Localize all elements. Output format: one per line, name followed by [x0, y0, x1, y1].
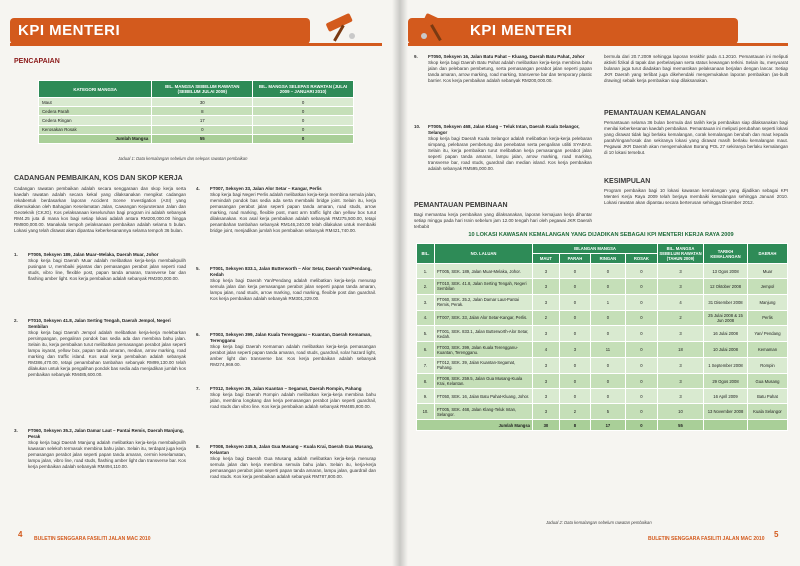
table-cell: 8: [559, 420, 590, 431]
table-cell: 0: [559, 389, 590, 404]
table-cell: 4: [658, 294, 704, 310]
table-cell: Batu Pahat: [748, 389, 788, 404]
table2-header: BILANGAN MANGSA: [533, 244, 658, 254]
table-cell: 0: [625, 294, 657, 310]
table-cell: 0: [625, 310, 657, 326]
table-cell: 0: [591, 264, 626, 279]
table-cell: 17: [152, 116, 253, 125]
table1-header: BIL. MANGSA SEBELUM RAWATAN (SEBELUM JULAI 2009): [152, 81, 253, 98]
table-cell: 0: [591, 279, 626, 295]
table-cell: Jumlah Mangsa: [39, 134, 152, 143]
table-cell: 8.: [417, 373, 435, 389]
header-title: KPI MENTERI: [18, 22, 121, 39]
item-text: Skop kerja bagi Daerah Manjung adalah melibatkan kerja-kerja membaikpulih kawasan selekoh termasuk membina bahu jalan. Selain itu, terdapat juga kerja pemasangan perabot jalan seperti papan tanda amaran, cermin keselamatan, lampu jalan, vibro line, road studs, flashing amber light dan transverse bar. Kos kerja pembaikan adalah sebanyak RM494,110.00.: [28, 440, 186, 470]
table1-header: KATEGORI MANGSA: [39, 81, 152, 98]
table-cell: 0: [253, 134, 354, 143]
header-title: KPI MENTERI: [470, 22, 573, 39]
section-title-pencapaian: PENCAPAIAN: [14, 58, 60, 65]
table-row: [39, 125, 354, 134]
list-item: [196, 186, 376, 234]
item-number: 8.: [196, 444, 200, 449]
table-cell: 0: [559, 264, 590, 279]
table-cell: 3: [533, 404, 560, 420]
table-cell: 0: [625, 326, 657, 342]
table-row: [417, 279, 788, 295]
table-cell: 5.: [417, 326, 435, 342]
item-title: FT005, Seksyen 189, Jalan Muar–Melaka, Daerah Muar, Johor: [28, 252, 159, 257]
item-text: Skop kerja bagi Negeri Perlis adalah melibatkan kerja-kerja membina semula jalan, memindah pondok bas sedia ada serta membaiki bridge joint. Selain itu, kerja pemasangan perabot jalan seperti papan tanda amaran, road studs, arrow marking, road marking, flexible post, mast arm traffic light dan yellow box turut dilaksanakan. Kos asal kerja pembaikan adalah sebanyak RM275,500.00, tetapi penambahan tambahan sebanyak RM146,240.00 telah dilakukan untuk membaiki bridge joint, menjadikan jumlah kos pembaikan sebanyak RM421,740.00.: [210, 192, 376, 234]
list-item: [14, 428, 186, 470]
table-cell: 16 Julai 2008: [704, 326, 748, 342]
list-item: [196, 386, 376, 410]
table2-header: BIL.: [417, 244, 435, 264]
intro-paragraph: Cadangan rawatan pembaikan adalah secara senggaraan dan skop kerja serta kaedah rawatan adalah secara kekal yang dilaksanakan mengikut cadangan rekabentuk berdasarkan laporan Accident Scene Investigation (ASI) yang dikemukakan oleh Bahagian Keselamatan Jalan, Cawangan Kejuruteraan Jalan dan Geoteknik (CKJG). Kos pelaksanaan keseluruhan bagi program ini adalah sebanyak RM4.25 juta di mana kos bagi setiap lokasi adalah antara RM200,000.00 hingga RM800,000.00. Manakala tempoh pelaksanaan pembaikan adalah selama 5 bulan. Lokasi yang telah dirawat akan dipantau keberkesanannya selama tempoh 36 bulan.: [14, 186, 186, 234]
table-cell: 0: [625, 420, 657, 431]
table-cell: Perlis: [748, 310, 788, 326]
table-row: [417, 373, 788, 389]
table-cell: FT005, SEK. 468, Jalan Klang-Teluk Intan, Selangor.: [435, 404, 533, 420]
table-cell: 18: [658, 342, 704, 358]
item-text: Skop kerja bagi Daerah Kemaman adalah melibatkan kerja-kerja pemasangan perabot jalan seperti papan tanda amaran, road studs, guardrail, solar hazard light, amber light dan transverse bar. Kos kerja pembaikan adalah sebanyak RM274,969.00.: [210, 344, 376, 368]
item-title: FT003, Seksyen 399, Jalan Kuala Terengganu – Kuantan, Daerah Kemaman, Terengganu: [210, 332, 372, 344]
table-cell: Cedera Ringan: [39, 116, 152, 125]
table-cell: 3: [533, 357, 560, 373]
table-row: [39, 98, 354, 107]
table-cell: 6.: [417, 342, 435, 358]
table1-header: BIL. MANGSA SELEPAS RAWATAN (JULAI 2009 – JANUARI 2010): [253, 81, 354, 98]
table-row: [39, 107, 354, 116]
list-item: [196, 444, 376, 480]
table2-header: TARIKH KEMALANGAN: [704, 244, 748, 264]
table2-subheader: ROSAK: [625, 254, 657, 264]
table-cell: 0: [559, 373, 590, 389]
table-row: [417, 310, 788, 326]
table2-subheader: MAUT: [533, 254, 560, 264]
table-row: [417, 389, 788, 404]
table-cell: 11: [591, 342, 626, 358]
item-text: Skop kerja bagi Daerah Kuala Selangor adalah melibatkan kerja-kerja pelebaran simpang, pelebaran pembetung dan penebatan serta pengaliran utiliti SYABAS. Selain itu, kerja pembaikan turut melibatkan kerja pemasangan perabot jalan seperti papan tanda amaran, lampu jalan, arrow marking, road marking, transverse bar, road studs, guardrail dan median island. Kos kerja pembaikan adalah sebanyak RM595,000.00.: [428, 136, 592, 172]
table-cell: 13 Ogos 2008: [704, 264, 748, 279]
list-item: [196, 266, 376, 302]
item-number: 2.: [14, 318, 18, 323]
table-cell: FT008, SEK. 259.5, Jalan Gua Musang-Kuala Krai, Kelantan.: [435, 373, 533, 389]
table-cell: 0: [591, 373, 626, 389]
section-title-pemantauan-kemalangan: PEMANTAUAN KEMALANGAN: [604, 110, 706, 117]
table-cell: 8: [152, 107, 253, 116]
table-cell: 30: [152, 98, 253, 107]
table-cell: 0: [253, 116, 354, 125]
table2-header: NO. LALUAN: [435, 244, 533, 264]
table2-title: 10 LOKASI KAWASAN KEMALANGAN YANG DIJADIKAN SEBAGAI KPI MENTERI KERJA RAYA 2009: [468, 232, 734, 238]
table-kpi-locations: [416, 243, 788, 431]
table-cell: FT003, SEK. 399, Jalan Kuala Terengganu-Kuantan, Terengganu.: [435, 342, 533, 358]
item-number: 1.: [14, 252, 18, 257]
gavel-icon: [318, 4, 364, 44]
table-cell: 3: [559, 342, 590, 358]
table-cell: 2: [559, 404, 590, 420]
item-title: FT010, Seksyen 41.8, Jalan Serting Tengah, Daerah Jempol, Negeri Sembilan: [28, 318, 171, 330]
item-title: FT001, Seksyen 833.1, Jalan Butterworth – Alor Setar, Daerah Yan/Pendang, Kedah: [210, 266, 372, 278]
table-cell: 1 September 2008: [704, 357, 748, 373]
table-cell: 3: [658, 389, 704, 404]
table-cell: 0: [559, 357, 590, 373]
table-cell: FT005, SEK. 189, Jalan Muar-Melaka, Johor.: [435, 264, 533, 279]
table-row: [417, 404, 788, 420]
table-cell: 3: [658, 357, 704, 373]
table-cell: 0: [625, 404, 657, 420]
table-cell: 3: [533, 389, 560, 404]
table-cell: 55: [658, 420, 704, 431]
table-row: [417, 294, 788, 310]
table-row: [417, 326, 788, 342]
table-cell: 55: [152, 134, 253, 143]
item-number: 9.: [414, 54, 418, 59]
table-cell: 4: [533, 342, 560, 358]
table-cell: 0: [559, 294, 590, 310]
table-cell: 2: [658, 310, 704, 326]
table-cell: 0: [559, 326, 590, 342]
table-cell: 2: [533, 310, 560, 326]
table-cell: 0: [625, 389, 657, 404]
header-bar: [10, 18, 310, 44]
table-cell: 25 Julai 2008 & 15 Jun 2008: [704, 310, 748, 326]
table-cell: 31 Disember 2008: [704, 294, 748, 310]
item-title: FT007, Seksyen 33, Jalan Alor Setar – Kangar, Perlis: [210, 186, 322, 191]
list-item: [196, 332, 376, 368]
table-cell: 0: [625, 357, 657, 373]
table-cell: FT001, SEK. 833.1, Jalan Butterworth-Alor Setar, Kedah.: [435, 326, 533, 342]
table-cell: 2.: [417, 279, 435, 295]
table-cell: Rompin: [748, 357, 788, 373]
table-cell: 3.: [417, 294, 435, 310]
item-text: Skop kerja bagi Daerah Batu Pahat adalah melibatkan kerja-kerja membina bahu jalan dan pelebaran pembetung, serta pemasangan perabot jalan seperti papan tanda amaran, arrow marking, road marking, transverse bar dan temporary plastic barrier. Kos kerja pembaikan adalah sebanyak RM200,000.00.: [428, 60, 592, 84]
table-cell: FT060, SEK. 35.2, Jalan Damar Laut-Pantai Remis, Perak.: [435, 294, 533, 310]
table-cell: 30: [533, 420, 560, 431]
table-cell: Jempol: [748, 279, 788, 295]
table-cell: Yan/ Pendang: [748, 326, 788, 342]
table-cell: 0: [253, 125, 354, 134]
table-total-row: [39, 134, 354, 143]
table-cell: 29 Ogos 2008: [704, 373, 748, 389]
table-cell: 3: [533, 294, 560, 310]
table-cell: 0: [625, 279, 657, 295]
item-title: FT012, Seksyen 39, Jalan Kuantan – Segamat, Daerah Rompin, Pahang: [210, 386, 362, 391]
table-cell: 3: [658, 373, 704, 389]
table-cell: 9.: [417, 389, 435, 404]
table-total-row: [417, 420, 788, 431]
table-cell: Kemaman: [748, 342, 788, 358]
table2-header: BIL. MANGSA SEBELUM RAWATAN (TAHUN 2009): [658, 244, 704, 264]
page-number: 4: [18, 530, 23, 539]
item-number: 3.: [14, 428, 18, 433]
item-number: 6.: [196, 332, 200, 337]
table-cell: 3: [658, 326, 704, 342]
table-cell: FT012, SEK. 39, Jalan Kuantan-Segamat, Pahang.: [435, 357, 533, 373]
table-cell: 4.: [417, 310, 435, 326]
table-cell: 0: [253, 98, 354, 107]
page-number: 5: [774, 530, 779, 539]
table-cell: FT007, SEK. 33, Jalan Alor Setar-Kangar, Perlis.: [435, 310, 533, 326]
paragraph: Bagi memantau kerja pembaikan yang dilaksanakan, laporan kemajuan kerja dihantar setiap minggu pada hari Isnin sebelum jam 12.00 tengah hari oleh pegawai JKR Daerah terbabit: [414, 212, 592, 230]
table-cell: 0: [625, 342, 657, 358]
section-title-pemantauan-pembinaan: PEMANTAUAN PEMBINAAN: [414, 202, 508, 209]
table-cell: 3: [658, 264, 704, 279]
table-row: [417, 264, 788, 279]
table-cell: 0: [253, 107, 354, 116]
list-item: [14, 318, 186, 378]
list-item: [14, 252, 186, 282]
table-cell: FT010, SEK. 41.8, Jalan Serting Tengah, Negeri Sembilan: [435, 279, 533, 295]
table-cell: 3: [533, 279, 560, 295]
table-cell: 3: [658, 279, 704, 295]
item-text: Skop kerja bagi Daerah Jempol adalah melibatkan kerja-kerja melebarkan persimpangan, pengaliran pondok bas sedia ada dan membina bahu jalan. Selain itu, kerja pembaikan turut melibatkan pemasangan perabot jalan seperti lampu isyarat, yellow box, papan tanda amaran, median, arrow marking, road marking dan traffic island. Kos asal kerja pembaikan adalah sebanyak RM386,470.00, tetapi penambahan tambahan sebanyak RM99,130.00 telah dilakukan untuk kerja pengalihan pondok bas sedia ada menjadikan jumlah kos pembaikan sebanyak RM485,600.00.: [28, 330, 186, 378]
item-number: 4.: [196, 186, 200, 191]
table-cell: Kerosakan Rosak: [39, 125, 152, 134]
table-row: [39, 116, 354, 125]
table-cell: Cedera Parah: [39, 107, 152, 116]
table-cell: 10.: [417, 404, 435, 420]
table-row: [417, 357, 788, 373]
section-title-kesimpulan: KESIMPULAN: [604, 178, 651, 185]
table-cell: 1: [591, 294, 626, 310]
item-title: FT060, Seksyen 35.2, Jalan Damar Laut – Pantai Remis, Daerah Manjung, Perak: [28, 428, 184, 440]
table-cell: 17: [591, 420, 626, 431]
section-title-cadangan: CADANGAN PEMBAIKAN, KOS DAN SKOP KERJA: [14, 175, 183, 182]
list-item: [414, 124, 592, 172]
table2-subheader: RINGAN: [591, 254, 626, 264]
table-cell: Gua Musang: [748, 373, 788, 389]
table2-header: DAERAH: [748, 244, 788, 264]
table-cell: 0: [591, 310, 626, 326]
table-cell: 0: [559, 279, 590, 295]
table-cell: Manjung: [748, 294, 788, 310]
table2-caption: Jadual 2: Data kemalangan sebelum rawatan pembaikan: [546, 520, 652, 525]
table-cell: 5: [591, 404, 626, 420]
table-cell: Maut: [39, 98, 152, 107]
table2-subheader: PARAH: [559, 254, 590, 264]
paragraph: Program pembaikan bagi 10 lokasi kawasan kemalangan yang dijadikan sebagai KPI Menteri Kerja Raya 2009 telah berjaya membaiki kemalangan sehingga Januari 2010. Lokasi rawatan akan dipantau secara berterusan sehingga Disember 2012.: [604, 188, 788, 206]
item-text: Skop kerja bagi Daerah Rompin adalah melibatkan kerja-kerja membina bahu jalan, membina longkang dan kerja pemasangan perabot jalan seperti guardrail, road studs dan vibro line. Kos kerja pembaikan adalah sebanyak RM485,800.00.: [210, 392, 376, 410]
table-cell: 3: [533, 326, 560, 342]
item-title: FT050, Seksyen 16, Jalan Batu Pahat – Kluang, Daerah Batu Pahat, Johor: [428, 54, 585, 59]
table-cell: 7.: [417, 357, 435, 373]
table-row: [417, 342, 788, 358]
table-cell: 0: [625, 373, 657, 389]
paragraph: bermula dari 20.7.2009 sehingga laporan terakhir pada 4.1.2010. Pemantauan ini meliputi aktiviti fizikal di tapak dan perbelanjaan serta status kewangan terkini. Selain itu, mesyuarat bulanan juga turut diadakan bagi memastikan pelaksanaan berjalan dengan lancar. Setiap JKR Daerah yang terlibat juga dikehendaki mengemukakan laporan pembaikan (as-built drawing) sebaik kerja pembaikan siap dilaksanakan.: [604, 54, 788, 84]
table-cell: [704, 420, 748, 431]
table-cell: 0: [591, 389, 626, 404]
table-cell: Muar: [748, 264, 788, 279]
table-cell: 16 April 2009: [704, 389, 748, 404]
table-cell: FT050, SEK. 16, Jalan Batu Pahat-Kluang, Johor.: [435, 389, 533, 404]
table-accident-data: [38, 80, 354, 144]
table-cell: Kuala Selangor: [748, 404, 788, 420]
gavel-icon: [412, 4, 458, 44]
paragraph: Pemantauan selama 36 bulan bermula dari tarikh kerja pembaikan siap dilaksanakan bagi menilai keberkesanan kaedah pembaikan. Pemantauan ini meliputi perubahan seperti lokasi yang dirawat tidak lagi berlaku kemalangan, corak kemalangan berubah dan maut kepada parah/ringan/rosak dan sekiranya lokasi yang dirawat masih berlaku kemalangan maut. Pegawai JKR Daerah akan mengemukakan Borang POL 27 sekiranya berlaku kemalangan di 10 lokasi tersebut.: [604, 120, 788, 156]
footer-text: BULETIN SENGGARA FASILITI JALAN MAC 2010: [34, 536, 151, 542]
table-cell: 10 Julai 2008: [704, 342, 748, 358]
table-cell: 3: [533, 373, 560, 389]
table-cell: 0: [625, 264, 657, 279]
table-cell: 10: [658, 404, 704, 420]
table-cell: Jumlah Mangsa: [417, 420, 533, 431]
item-number: 7.: [196, 386, 200, 391]
header-rule: [408, 43, 788, 46]
item-number: 10.: [414, 124, 421, 129]
item-title: FT005, Seksyen 468, Jalan Klang – Teluk Intan, Daerah Kuala Selangor, Selangor: [428, 124, 580, 136]
item-number: 5.: [196, 266, 200, 271]
table-cell: 0: [591, 326, 626, 342]
table1-caption: Jadual 1: Data kemalangan sebelum dan selepas rawatan pembaikan: [118, 156, 248, 161]
table-cell: 12 Oktober 2008: [704, 279, 748, 295]
item-title: FT008, Seksyen 245.5, Jalan Gua Musang – Kuala Krai, Daerah Gua Musang, Kelantan: [210, 444, 374, 456]
list-item: [414, 54, 592, 84]
table-cell: 1.: [417, 264, 435, 279]
table-cell: [748, 420, 788, 431]
footer-text: BULETIN SENGGARA FASILITI JALAN MAC 2010: [648, 536, 765, 542]
table-cell: 13 November 2008: [704, 404, 748, 420]
item-text: Skop kerja bagi Daerah Gua Musang adalah melibatkan kerja-kerja menurap semula jalan dan kerja membina semula bahu jalan. Selain itu, kerja-kerja pemasangan perabot jalan seperti papan tanda amaran, lampu jalan, guardrail dan road studs. Kos kerja pembaikan adalah sebanyak RM787,800.00.: [210, 456, 376, 480]
table-cell: 0: [559, 310, 590, 326]
table-cell: 0: [591, 357, 626, 373]
table-cell: 3: [533, 264, 560, 279]
item-text: Skop kerja bagi Daerah Muar adalah melibatkan kerja-kerja membaikpulih pusingan U, membaiki jejantas dan pemasangan perabot jalan seperti road studs, vibro line, flexible post, papan tanda amaran, transverse bar dan flashing amber light. Kos kerja pembaikan adalah sebanyak RM200,000.00.: [28, 258, 186, 282]
item-text: Skop kerja bagi Daerah Yan/Pendang adalah melibatkan kerja-kerja menurap semula jalan dan kerja pemasangan perabot jalan seperti papan tanda amaran, lampu jalan, road studs, arrow marking, road marking, flexible post dan guardrail. Kos kerja pembaikan adalah sebanyak RM301,229.00.: [210, 278, 376, 302]
table-cell: 0: [152, 125, 253, 134]
